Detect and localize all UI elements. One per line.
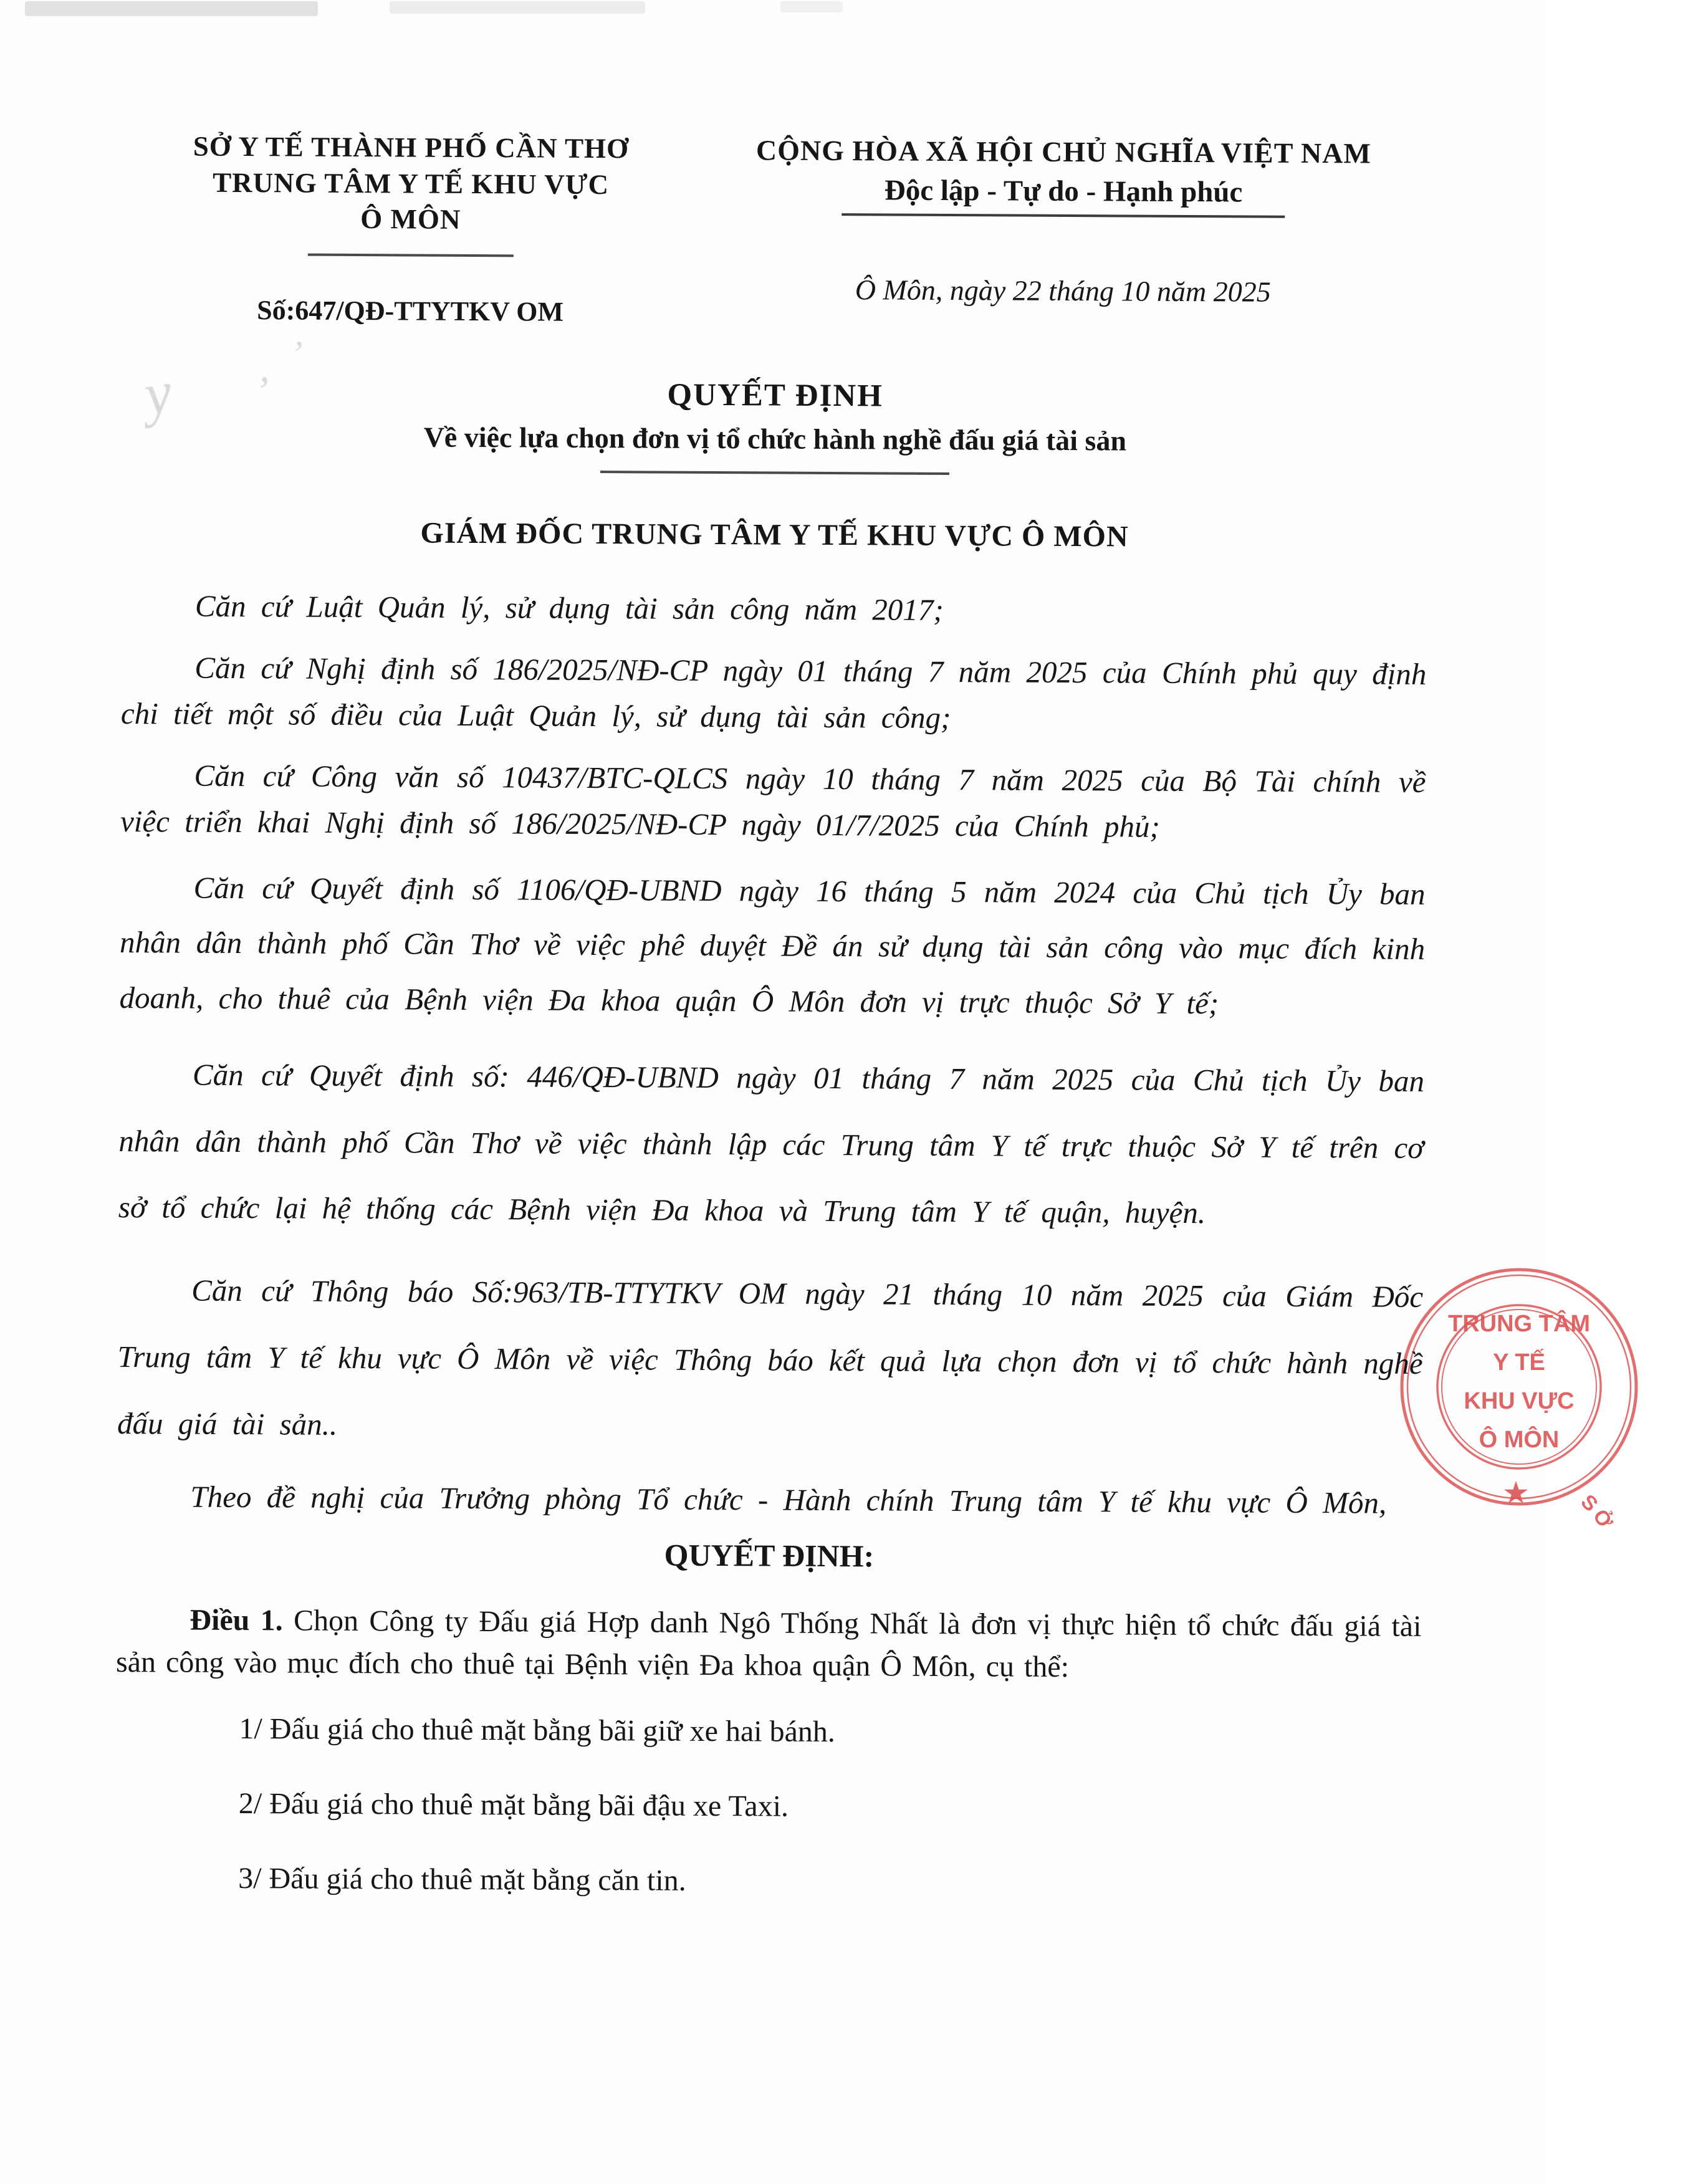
document-header [123, 128, 1429, 332]
pencil-mark: ’ [254, 367, 269, 414]
national-header-block [698, 132, 1429, 332]
stamp-center-line-1: TRUNG TÂM [1448, 1311, 1590, 1337]
preamble-paragraph: Căn cứ Nghị định số 186/2025/NĐ-CP ngày 01 tháng 7 năm 2025 của Chính phủ quy định chi tiết một số điều của Luật Quản lý, sử dụng tài sản công; [120, 650, 1427, 735]
article-1-text: Chọn Công ty Đấu giá Hợp danh Ngô Thống Nhất là đơn vị thực hiện tổ chức đấu giá tài sản công vào mục đích cho thuê tại Bệnh viện Đa khoa quận Ô Môn, cụ thể: [115, 1604, 1422, 1684]
decision-heading: QUYẾT ĐỊNH: [664, 1537, 875, 1574]
stamp-star-icon: ★ [1503, 1478, 1528, 1508]
national-title: CỘNG HÒA XÃ HỘI CHỦ NGHĨA VIỆT NAM [755, 134, 1372, 170]
org-underline-rule [308, 253, 514, 257]
article-1 [116, 1599, 1422, 1690]
parent-org-name: SỞ Y TẾ THÀNH PHỐ CẦN THƠ [193, 130, 630, 165]
org-name: TRUNG TÂM Y TẾ KHU VỰC [213, 166, 610, 200]
place-dateline: Ô Môn, ngày 22 tháng 10 năm 2025 [855, 273, 1271, 308]
stamp-ring-text-so: SỞ [1576, 1490, 1620, 1536]
auction-item: 3/ Đấu giá cho thuê mặt bằng căn tin. [238, 1862, 686, 1898]
preamble-paragraph: Căn cứ Quyết định số: 446/QĐ-UBND ngày 01 tháng 7 năm 2025 của Chủ tịch Ủy ban nhân dân thành phố Cần Thơ về việc thành lập các Trung tâm Y tế trực thuộc Sở Y tế trên cơ sở tổ chức lại hệ thống các Bệnh viện Đa khoa và Trung tâm Y tế quận, huyện. [118, 1057, 1425, 1230]
title-block [122, 374, 1427, 555]
preamble-paragraph: Căn cứ Quyết định số 1106/QĐ-UBND ngày 16 tháng 5 năm 2024 của Chủ tịch Ủy ban nhân dân thành phố Cần Thơ về việc phê duyệt Đề án sử dụng tài sản công vào mục đích kinh doanh, cho thuê của Bệnh viện Đa khoa quận Ô Môn đơn vị trực thuộc Sở Y tế; [119, 870, 1426, 1020]
org-name-line2: Ô MÔN [360, 203, 461, 236]
document-subtitle: Về việc lựa chọn đơn vị tổ chức hành nghề đấu giá tài sản [423, 421, 1127, 457]
document-title: QUYẾT ĐỊNH [667, 377, 884, 414]
auction-item: 2/ Đấu giá cho thuê mặt bằng bãi đậu xe Taxi. [238, 1786, 789, 1823]
title-underline-rule [600, 471, 949, 475]
stamp-center-line-4: Ô MÔN [1479, 1427, 1560, 1453]
stamp-center-line-3: KHU VỰC [1464, 1388, 1575, 1414]
preamble [117, 583, 1427, 1526]
pencil-mark: y [139, 358, 176, 428]
preamble-paragraph: Căn cứ Công văn số 10437/BTC-QLCS ngày 10 tháng 7 năm 2025 của Bộ Tài chính về việc triển khai Nghị định số 186/2025/NĐ-CP ngày 01/7/2025 của Chính phủ; [120, 758, 1426, 844]
preamble-paragraph: Theo đề nghị của Trưởng phòng Tổ chức - Hành chính Trung tâm Y tế khu vực Ô Môn, [190, 1479, 1387, 1520]
pencil-mark: ’ [290, 333, 303, 374]
document-number: Số:647/QĐ-TTYTKV OM [257, 294, 564, 327]
issuing-org-block [123, 128, 698, 328]
article-1-label: Điều 1. [189, 1603, 283, 1637]
auction-item: 1/ Đấu giá cho thuê mặt bằng bãi giữ xe hai bánh. [239, 1712, 836, 1748]
preamble-paragraph: Căn cứ Thông báo Số:963/TB-TTYTKV OM ngày 21 tháng 10 năm 2025 của Giám Đốc Trung tâm Y tế khu vực Ô Môn về việc Thông báo kết quả lựa chọn đơn vị tổ chức hành nghề đấu giá tài sản.. [117, 1273, 1424, 1442]
issuing-authority: GIÁM ĐỐC TRUNG TÂM Y TẾ KHU VỰC Ô MÔN [420, 516, 1129, 553]
preamble-paragraph: Căn cứ Luật Quản lý, sử dụng tài sản công năm 2017; [194, 588, 944, 627]
auction-item-list [115, 1709, 1421, 1905]
svg-text:SỞ [1576, 1490, 1619, 1535]
stamp-center-line-2: Y TẾ [1493, 1349, 1545, 1376]
national-motto: Độc lập - Tự do - Hạnh phúc [842, 173, 1285, 218]
